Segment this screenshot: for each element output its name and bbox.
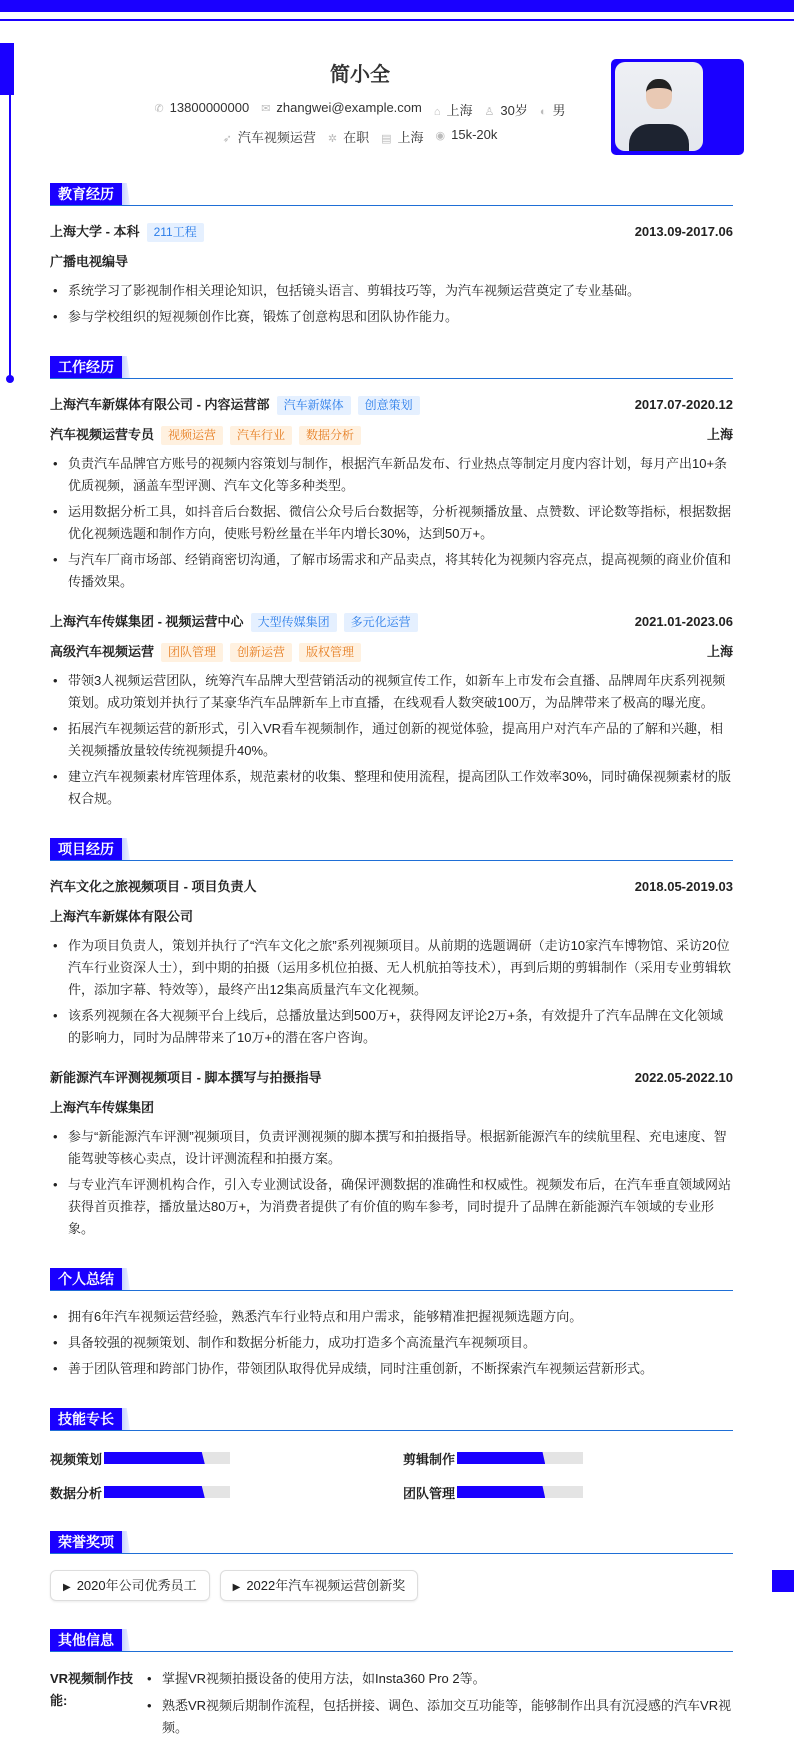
tag: 汽车行业	[230, 426, 292, 445]
profile-photo	[611, 59, 744, 155]
project-name: 新能源汽车评测视频项目 - 脚本撰写与拍摄指导	[50, 1070, 322, 1085]
award-item[interactable]	[50, 1570, 210, 1601]
bullet-item: • 熟悉VR视频后期制作流程，包括拼接、调色、添加交互功能等，能够制作出具有沉浸感的汽车VR视频。	[144, 1695, 733, 1739]
bullet-list	[50, 1306, 733, 1380]
section-skills	[50, 1408, 733, 1503]
entry-row	[50, 221, 733, 243]
skill-name: 数据分析	[50, 1485, 103, 1501]
bullet-list	[50, 280, 733, 328]
skill-bar-fill	[104, 1452, 205, 1464]
date: 2017.07-2020.12	[634, 397, 733, 412]
city: 上海	[706, 427, 733, 442]
company: 上海汽车传媒集团 - 视频运营中心	[50, 614, 244, 629]
entry-row	[50, 611, 733, 633]
bullet-list	[50, 453, 733, 593]
date: 2021.01-2023.06	[634, 614, 733, 629]
bullet-item: • 具备较强的视频策划、制作和数据分析能力，成功打造多个高流量汽车视频项目。	[50, 1332, 733, 1354]
city: 上海	[706, 644, 733, 659]
date: 2018.05-2019.03	[634, 879, 733, 894]
bullet-item: • 参与学校组织的短视频创作比赛，锻炼了创意构思和团队协作能力。	[50, 306, 733, 328]
entry-row	[50, 1067, 733, 1089]
entry-row	[50, 641, 733, 663]
bullet-item: • 与汽车厂商市场部、经销商密切沟通，了解市场需求和产品卖点，将其转化为视频内容亮点，提高视频的商业价值和传播效果。	[50, 549, 733, 593]
section-title: 教育经历	[50, 183, 122, 205]
bullet-item: • 拓展汽车视频运营的新形式，引入VR看车视频制作，通过创新的视觉体验，提高用户对汽车产品的了解和兴趣，相关视频播放量较传统视频提升40%。	[50, 718, 733, 762]
phone-icon: ✆	[154, 103, 164, 115]
entry-row	[50, 1097, 733, 1119]
tag: 数据分析	[299, 426, 361, 445]
bullet-item: • 参与“新能源汽车评测”视频项目，负责评测视频的脚本撰写和拍摄指导。根据新能源汽车的续航里程、充电速度、智能驾驶等核心卖点，设计评测流程和拍摄方案。	[50, 1126, 733, 1170]
entry-left	[50, 394, 420, 416]
project-entry	[50, 876, 733, 1049]
tag: 创意策划	[358, 396, 420, 415]
section-header	[50, 1531, 733, 1554]
triangle-icon: ▶	[232, 1582, 241, 1593]
skill-bar	[104, 1452, 230, 1464]
award-label: 2022年汽车视频运营创新奖	[246, 1578, 406, 1593]
gear-icon: ✲	[327, 133, 338, 145]
side-accent	[0, 43, 14, 95]
resume-body	[50, 183, 733, 1739]
send-icon: ➶	[222, 133, 232, 145]
top-divider	[0, 19, 794, 21]
bullet-item: • 掌握VR视频拍摄设备的使用方法，如Insta360 Pro 2等。	[144, 1668, 733, 1690]
company: 上海汽车新媒体有限公司 - 内容运营部	[50, 397, 270, 412]
tag: 版权管理	[299, 643, 361, 662]
tag: 211工程	[147, 223, 204, 242]
home-icon: ⌂	[433, 106, 441, 118]
section-title: 荣誉奖项	[50, 1531, 122, 1553]
section-title: 技能专长	[50, 1408, 122, 1430]
avatar	[615, 62, 703, 151]
skill-bar	[104, 1486, 230, 1498]
entry-row	[50, 906, 733, 928]
bullet-item: • 该系列视频在各大视频平台上线后，总播放量达到500万+，获得网友评论2万+条，有效提升了汽车品牌在文化领域的影响力，同时为品牌带来了10万+的潜在客户咨询。	[50, 1005, 733, 1049]
section-work	[50, 356, 733, 810]
tag: 多元化运营	[344, 613, 418, 632]
bullet-item: • 拥有6年汽车视频运营经验，熟悉汽车行业特点和用户需求，能够精准把握视频选题方向。	[50, 1306, 733, 1328]
skill-name: 团队管理	[403, 1485, 456, 1501]
contact-line	[50, 100, 670, 119]
section-header	[50, 356, 733, 379]
bullet-list	[50, 670, 733, 810]
tag: 大型传媒集团	[251, 613, 337, 632]
entry-left	[50, 424, 361, 446]
section-header	[50, 1629, 733, 1652]
bullet-item: • 带领3人视频运营团队，统筹汽车品牌大型营销活动的视频宣传工作，如新车上市发布会直播、品牌周年庆系列视频策划。成功策划并执行了某豪华汽车品牌新车上市直播，在线观看人数突破100万，为品牌带来了极高的曝光度。	[50, 670, 733, 714]
intent-job: 汽车视频运营	[237, 130, 316, 145]
entry-left	[50, 221, 204, 243]
section-header	[50, 838, 733, 861]
tag: 团队管理	[161, 643, 223, 662]
section-other	[50, 1629, 733, 1739]
section-header	[50, 1268, 733, 1291]
education-entry	[50, 221, 733, 328]
gender: 男	[552, 103, 566, 118]
intent-city: 上海	[397, 130, 424, 145]
skill-bar-fill	[457, 1486, 545, 1498]
bullet-item: • 负责汽车品牌官方账号的视频内容策划与制作，根据汽车新品发布、行业热点等制定月度内容计划，每月产出10+条优质视频，涵盖车型评测、汽车文化等多种类型。	[50, 453, 733, 497]
city: 上海	[446, 103, 473, 118]
other-label: VR视频制作技能:	[50, 1671, 134, 1708]
section-awards	[50, 1531, 733, 1601]
age-icon: ♙	[484, 106, 495, 118]
bullet-item: • 作为项目负责人，策划并执行了“汽车文化之旅”系列视频项目。从前期的选题调研（走访10家汽车博物馆、采访20位汽车行业资深人士），到中期的拍摄（运用多机位拍摄、无人机航拍等技术），再到后期的剪辑制作（采用专业剪辑软件，添加字幕、特效等），最终产出12集高质量汽车文化视频。	[50, 935, 733, 1001]
tag: 创新运营	[230, 643, 292, 662]
section-projects	[50, 838, 733, 1240]
organization: 上海汽车新媒体有限公司	[50, 909, 194, 924]
skills-grid	[50, 1447, 733, 1503]
section-title: 其他信息	[50, 1629, 122, 1651]
section-title: 工作经历	[50, 356, 122, 378]
entry-row	[50, 251, 733, 273]
skill-item	[403, 1481, 733, 1503]
tag: 汽车新媒体	[277, 396, 351, 415]
email-icon: ✉	[261, 103, 271, 115]
entry-row	[50, 424, 733, 446]
skill-item	[50, 1447, 403, 1469]
work-entry	[50, 611, 733, 810]
major: 广播电视编导	[50, 254, 129, 269]
date: 2022.05-2022.10	[634, 1070, 733, 1085]
entry-row	[50, 394, 733, 416]
bullet-item: • 建立汽车视频素材库管理体系，规范素材的收集、整理和使用流程，提高团队工作效率30%，同时确保视频素材的版权合规。	[50, 766, 733, 810]
building-icon: ▤	[381, 133, 392, 145]
section-header	[50, 1408, 733, 1431]
other-info	[50, 1668, 733, 1739]
side-line	[9, 95, 11, 378]
section-education	[50, 183, 733, 328]
project-entry	[50, 1067, 733, 1240]
bullet-item: • 系统学习了影视制作相关理论知识，包括镜头语言、剪辑技巧等，为汽车视频运营奠定了专业基础。	[50, 280, 733, 302]
date: 2013.09-2017.06	[634, 224, 733, 239]
salary: 15k-20k	[451, 127, 498, 142]
bullet-item: • 运用数据分析工具，如抖音后台数据、微信公众号后台数据等，分析视频播放量、点赞数、评论数等指标，根据数据优化视频选题和制作方向，使账号粉丝量在半年内增长30%，达到50万+。	[50, 501, 733, 545]
bullet-list	[144, 1668, 733, 1739]
entry-row	[50, 876, 733, 898]
work-entry	[50, 394, 733, 593]
skill-bar-fill	[104, 1486, 205, 1498]
salary-icon: ◉	[435, 130, 446, 142]
skill-name: 视频策划	[50, 1451, 103, 1467]
organization: 上海汽车传媒集团	[50, 1100, 155, 1115]
entry-left	[50, 641, 361, 663]
triangle-icon: ▶	[63, 1582, 71, 1593]
candidate-name: 简小全	[330, 64, 390, 86]
corner-accent	[772, 1570, 794, 1592]
project-name: 汽车文化之旅视频项目 - 项目负责人	[50, 879, 257, 894]
gender-icon: ◐	[539, 106, 547, 118]
bullet-list	[50, 935, 733, 1049]
award-item[interactable]	[220, 1570, 419, 1601]
skill-bar-fill	[457, 1452, 545, 1464]
job-title: 汽车视频运营专员	[50, 427, 155, 442]
top-bar	[0, 0, 794, 12]
award-label: 2020年公司优秀员工	[76, 1578, 197, 1593]
section-title: 项目经历	[50, 838, 122, 860]
email: zhangwei@example.com	[276, 100, 422, 115]
job-title: 高级汽车视频运营	[50, 644, 155, 659]
skill-name: 剪辑制作	[403, 1451, 456, 1467]
skill-item	[403, 1447, 733, 1469]
awards-list	[50, 1570, 733, 1601]
bullet-list	[50, 1126, 733, 1240]
section-title: 个人总结	[50, 1268, 122, 1290]
phone: 13800000000	[169, 100, 250, 115]
tag: 视频运营	[161, 426, 223, 445]
skill-item	[50, 1481, 403, 1503]
intent-line	[50, 127, 670, 146]
bullet-item: • 与专业汽车评测机构合作，引入专业测试设备，确保评测数据的准确性和权威性。视频发布后，在汽车垂直领域网站获得首页推荐，播放量达80万+，为消费者提供了有价值的购车参考，同时提升了品牌在新能源汽车领域的专业形象。	[50, 1174, 733, 1240]
skill-bar	[457, 1486, 583, 1498]
section-header	[50, 183, 733, 206]
bullet-item: • 善于团队管理和跨部门协作，带领团队取得优异成绩，同时注重创新，不断探索汽车视频运营新形式。	[50, 1358, 733, 1380]
school: 上海大学 - 本科	[50, 224, 140, 239]
entry-left	[50, 611, 418, 633]
skill-bar	[457, 1452, 583, 1464]
job-status: 在职	[343, 130, 370, 145]
section-summary	[50, 1268, 733, 1380]
side-dot	[6, 375, 14, 383]
age: 30岁	[500, 103, 528, 118]
